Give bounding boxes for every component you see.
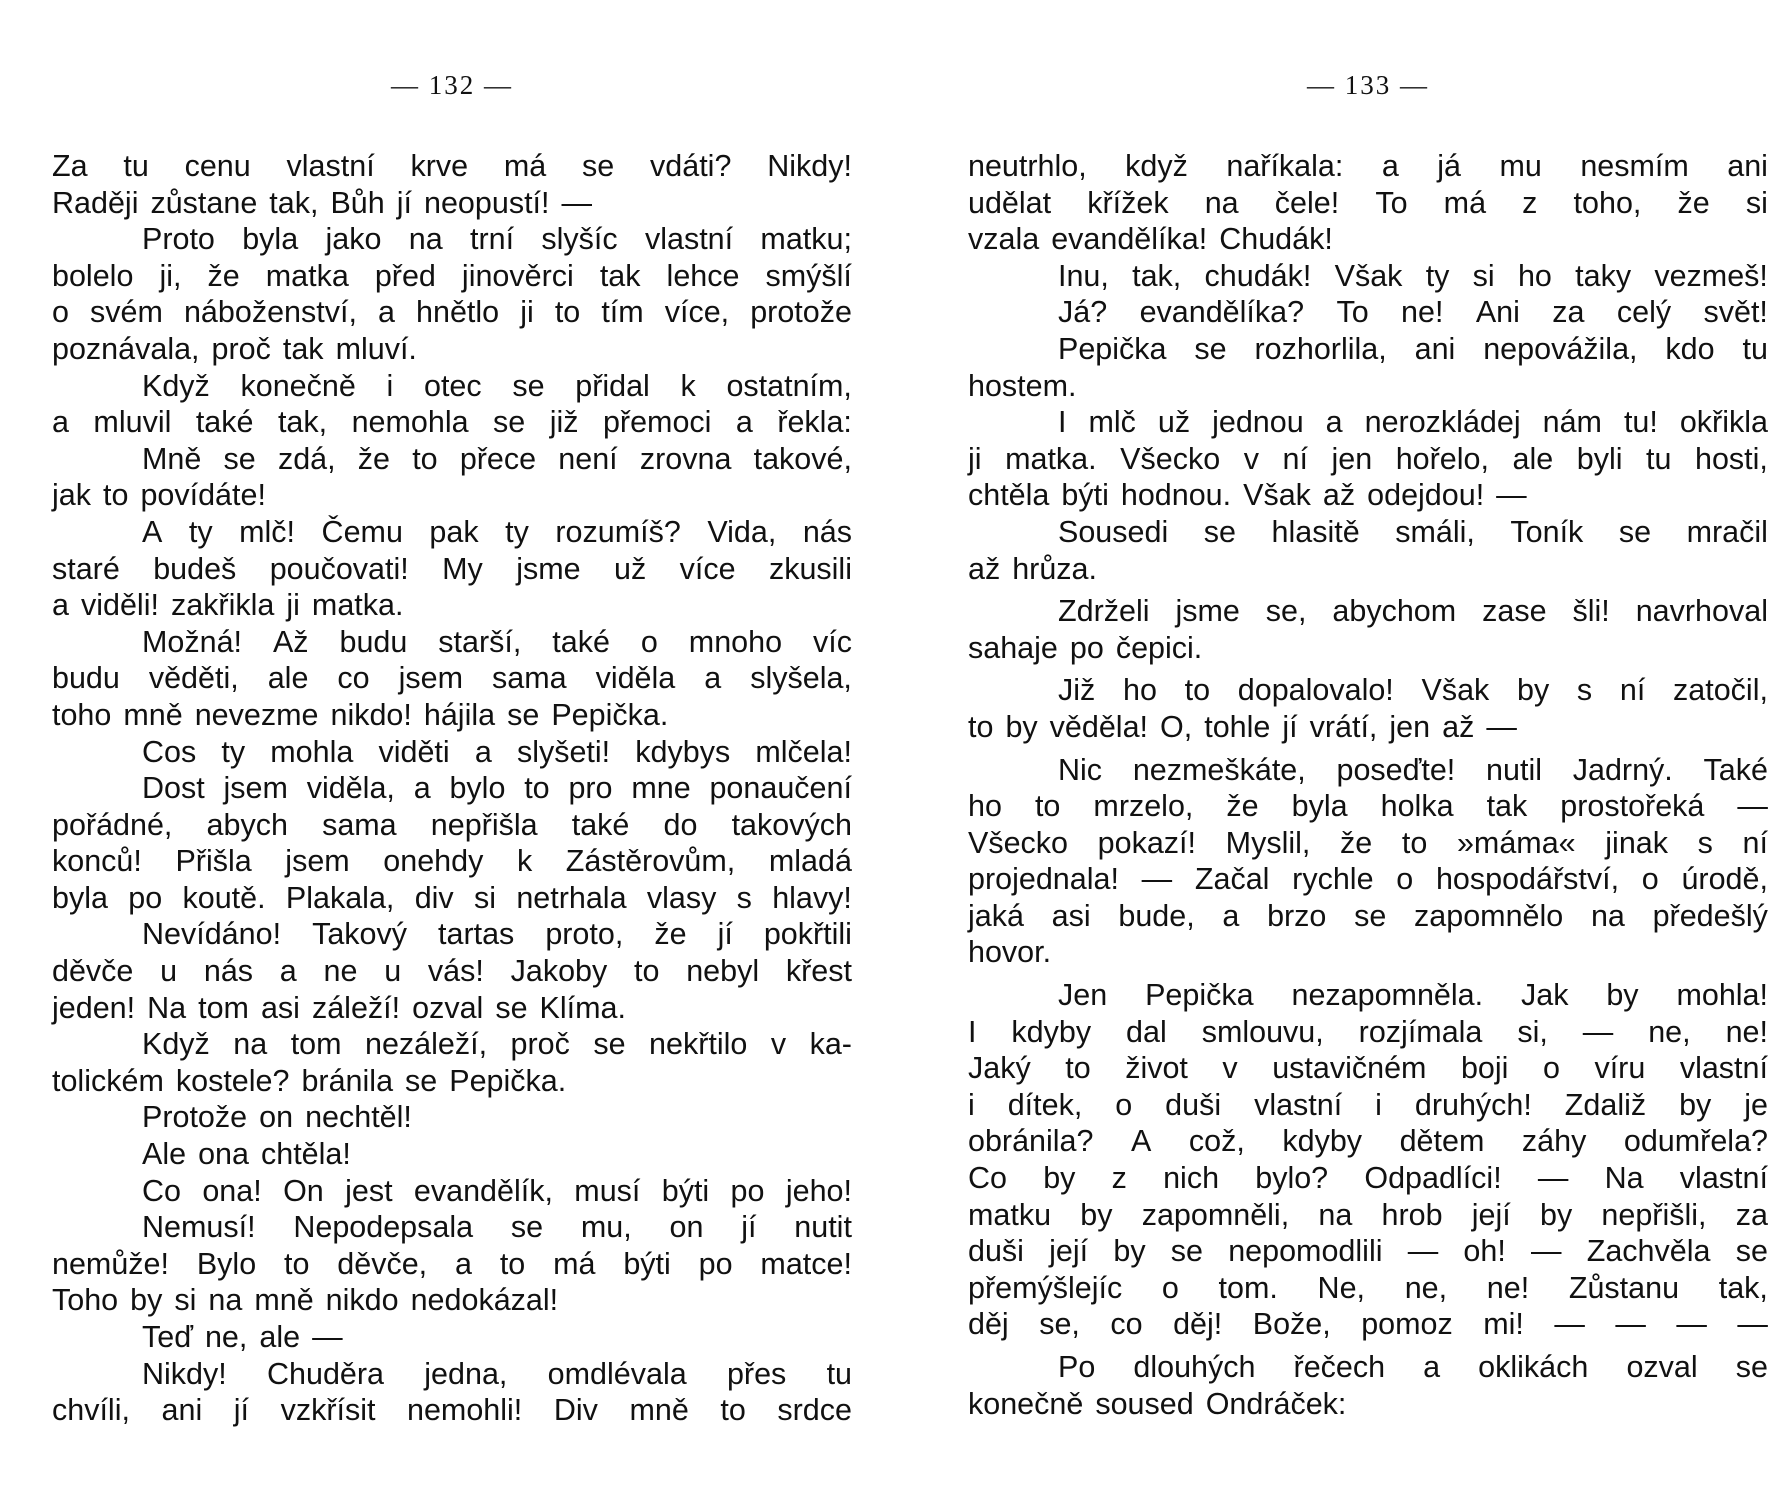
text-line: přemýšlejíc o tom. Ne, ne, ne! Zůstanu tak, bbox=[968, 1270, 1768, 1305]
text-line: I kdyby dal smlouvu, rozjímala si, — ne, ne! bbox=[968, 1014, 1768, 1049]
text-line: Já? evandělíka? To ne! Ani za celý svět! bbox=[1058, 295, 1768, 330]
text-line: Nevídáno! Takový tartas proto, že jí pokřtili bbox=[142, 917, 852, 952]
text-line: pořádné, abych sama nepřišla také do takových bbox=[52, 807, 852, 842]
text-line: staré budeš poučovati! My jsme už více zkusili bbox=[52, 551, 852, 586]
text-line: konců! Přišla jsem onehdy k Zástěrovům, mladá bbox=[52, 844, 852, 879]
text-line: byla po koutě. Plakala, div si netrhala vlasy s hlavy! bbox=[52, 880, 852, 915]
text-line: hostem. bbox=[968, 368, 1077, 403]
text-line: Možná! Až budu starší, také o mnoho víc bbox=[142, 624, 852, 659]
text-line: sahaje po čepici. bbox=[968, 630, 1203, 665]
text-line: Raději zůstane tak, Bůh jí neopustí! — bbox=[52, 185, 592, 220]
text-line: jak to povídáte! bbox=[52, 478, 266, 513]
text-line: a viděli! zakřikla ji matka. bbox=[52, 588, 404, 623]
text-line: bolelo ji, že matka před jinověrci tak lehce smýšlí bbox=[52, 258, 852, 293]
text-line: nemůže! Bylo to děvče, a to má býti po matce! bbox=[52, 1246, 852, 1281]
text-line: Všecko pokazí! Myslil, že to »máma« jinak s ní bbox=[968, 825, 1768, 860]
text-line: Mně se zdá, že to přece není zrovna takové, bbox=[142, 441, 852, 476]
text-line: Zdrželi jsme se, abychom zase šli! navrhoval bbox=[1058, 594, 1768, 629]
text-line: o svém náboženství, a hnětlo ji to tím více, protože bbox=[52, 295, 852, 330]
text-line: chvíli, ani jí vzkřísit nemohli! Div mně to srdce bbox=[52, 1393, 852, 1428]
text-line: Co by z nich bylo? Odpadlíci! — Na vlastní bbox=[968, 1161, 1768, 1196]
text-line: I mlč už jednou a nerozkládej nám tu! okřikla bbox=[1058, 405, 1768, 440]
text-line: Toho by si na mně nikdo nedokázal! bbox=[52, 1283, 559, 1318]
text-line: Dost jsem viděla, a bylo to pro mne ponaučení bbox=[142, 771, 852, 806]
text-line: poznávala, proč tak mluví. bbox=[52, 331, 417, 366]
text-line: až hrůza. bbox=[968, 551, 1097, 586]
text-line: Inu, tak, chudák! Však ty si ho taky vezmeš! bbox=[1058, 258, 1768, 293]
text-line: matku by zapomněli, na hrob její by nepřišli, za bbox=[968, 1197, 1768, 1232]
right-page bbox=[968, 0, 1768, 1500]
text-line: Co ona! On jest evandělík, musí býti po jeho! bbox=[142, 1173, 852, 1208]
text-line: Za tu cenu vlastní krve má se vdáti? Nikdy! bbox=[52, 149, 852, 183]
text-line: ho to mrzelo, že byla holka tak prostořeká — bbox=[968, 789, 1768, 824]
text-line: chtěla býti hodnou. Však až odejdou! — bbox=[968, 478, 1527, 513]
text-line: obránila? A což, kdyby dětem záhy odumřela? bbox=[968, 1124, 1768, 1159]
text-line: jeden! Na tom asi záleží! ozval se Klíma. bbox=[52, 990, 626, 1025]
text-line: Již ho to dopalovalo! Však by s ní zatočil, bbox=[1058, 673, 1768, 708]
left-page bbox=[52, 0, 852, 1500]
text-line: neutrhlo, když naříkala: a já mu nesmím ani bbox=[968, 149, 1768, 183]
text-line: udělat křížek na čele! To má z toho, že si bbox=[968, 185, 1768, 220]
text-line: Jen Pepička nezapomněla. Jak by mohla! bbox=[1058, 978, 1768, 1013]
text-line: Nemusí! Nepodepsala se mu, on jí nutit bbox=[142, 1210, 852, 1245]
text-line: ji matka. Všecko v ní jen hořelo, ale byli tu hosti, bbox=[968, 441, 1768, 476]
text-line: toho mně nevezme nikdo! hájila se Pepička. bbox=[52, 697, 669, 732]
text-line: A ty mlč! Čemu pak ty rozumíš? Vida, nás bbox=[142, 514, 852, 549]
text-line: Když na tom nezáleží, proč se nekřtilo v ka- bbox=[142, 1027, 852, 1062]
text-line: a mluvil také tak, nemohla se již přemoci a řekla: bbox=[52, 405, 852, 440]
text-line: Teď ne, ale — bbox=[142, 1320, 343, 1354]
text-line: i dítek, o duši vlastní i druhých! Zdaliž by je bbox=[968, 1087, 1768, 1122]
text-line: Nic nezmeškáte, poseďte! nutil Jadrný. Také bbox=[1058, 752, 1768, 787]
text-line: děj se, co děj! Bože, pomoz mi! — — — — bbox=[968, 1307, 1768, 1342]
text-line: duši její by se nepomodlili — oh! — Zachvěla se bbox=[968, 1234, 1768, 1269]
text-line: Pepička se rozhorlila, ani nepovážila, kdo tu bbox=[1058, 331, 1768, 366]
text-line: vzala evandělíka! Chudák! bbox=[968, 222, 1333, 257]
text-line: jaká asi bude, a brzo se zapomnělo na předešlý bbox=[968, 898, 1768, 933]
text-line: Protože on nechtěl! bbox=[142, 1100, 412, 1135]
text-line: Po dlouhých řečech a oklikách ozval se bbox=[1058, 1350, 1768, 1384]
text-line: Ale ona chtěla! bbox=[142, 1137, 351, 1172]
text-line: projednala! — Začal rychle o hospodářství, o úrodě, bbox=[968, 862, 1768, 897]
text-line: Nikdy! Chuděra jedna, omdlévala přes tu bbox=[142, 1356, 852, 1391]
text-line: děvče u nás a ne u vás! Jakoby to nebyl křest bbox=[52, 954, 852, 989]
text-line: Sousedi se hlasitě smáli, Toník se mračil bbox=[1058, 514, 1768, 549]
text-line: Proto byla jako na trní slyšíc vlastní matku; bbox=[142, 222, 852, 257]
text-line: hovor. bbox=[968, 935, 1052, 970]
text-line: tolickém kostele? bránila se Pepička. bbox=[52, 1063, 567, 1098]
text-line: Když konečně i otec se přidal k ostatním, bbox=[142, 368, 852, 403]
page-text bbox=[52, 148, 852, 1429]
page-number: — 132 — bbox=[391, 70, 513, 100]
text-line: to by věděla! O, tohle jí vrátí, jen až — bbox=[968, 709, 1517, 744]
page-text bbox=[968, 148, 1768, 1422]
text-line: konečně soused Ondráček: bbox=[968, 1386, 1347, 1421]
page-number: — 133 — bbox=[1307, 70, 1429, 100]
text-line: budu věděti, ale co jsem sama viděla a slyšela, bbox=[52, 661, 852, 696]
text-line: Jaký to život v ustavičném boji o víru vlastní bbox=[968, 1051, 1768, 1086]
text-line: Cos ty mohla viděti a slyšeti! kdybys mlčela! bbox=[142, 734, 852, 769]
